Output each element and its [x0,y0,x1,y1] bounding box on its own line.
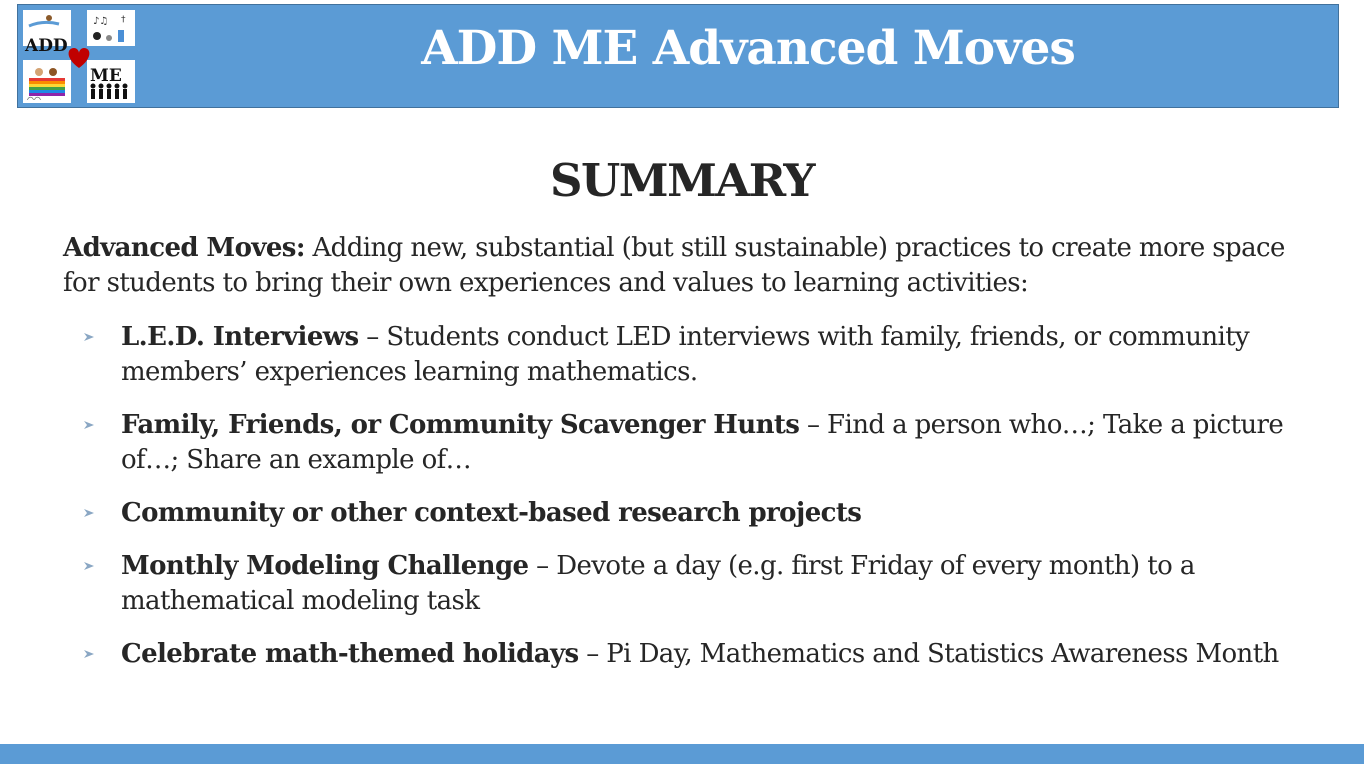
list-item-text: – Pi Day, Mathematics and Statistics Awareness Month [578,639,1279,669]
add-me-logo [23,10,135,103]
list-item [0,549,1301,619]
list-item-title: Celebrate math-themed holidays [121,639,579,669]
arrowhead-bullet-icon [83,507,95,519]
intro-paragraph [63,231,1313,301]
header-bar [17,4,1339,108]
list-item-text: – Find a person who…; Take a picture of…; Share an example of… [121,410,1284,475]
svg-text:♪♫: ♪♫ [93,16,109,27]
bullet-list [0,320,1364,690]
list-item-text: – Students conduct LED interviews with family, friends, or community members’ experiences learning mathematics. [121,322,1250,387]
footer-bar [0,744,1364,764]
arrowhead-bullet-icon [83,331,95,343]
list-item-text: – Devote a day (e.g. first Friday of every month) to a mathematical modeling task [121,551,1195,616]
intro-text: Adding new, substantial (but still sustainable) practices to create more space for students to bring their own experiences and values to learning activities: [63,233,1285,298]
list-item-title: Family, Friends, or Community Scavenger Hunts [121,410,800,440]
list-item-title: Monthly Modeling Challenge [121,551,529,581]
svg-text:◠◠: ◠◠ [27,95,41,103]
cross-heart-logo-icon [23,10,135,103]
arrowhead-bullet-icon [83,419,95,431]
header-title: ADD ME Advanced Moves [421,21,1075,76]
intro-lead: Advanced Moves: [63,233,305,263]
list-item [0,408,1301,478]
svg-text:ADD: ADD [25,36,68,56]
arrowhead-bullet-icon [83,560,95,572]
svg-text:ME: ME [90,66,122,86]
svg-text:†: † [121,15,126,25]
list-item [0,496,1301,531]
list-item [0,637,1301,672]
arrowhead-bullet-icon [83,648,95,660]
list-item-title: L.E.D. Interviews [121,322,359,352]
list-item [0,320,1301,390]
list-item-title: Community or other context-based research projects [121,498,862,528]
section-title: SUMMARY [550,154,814,207]
